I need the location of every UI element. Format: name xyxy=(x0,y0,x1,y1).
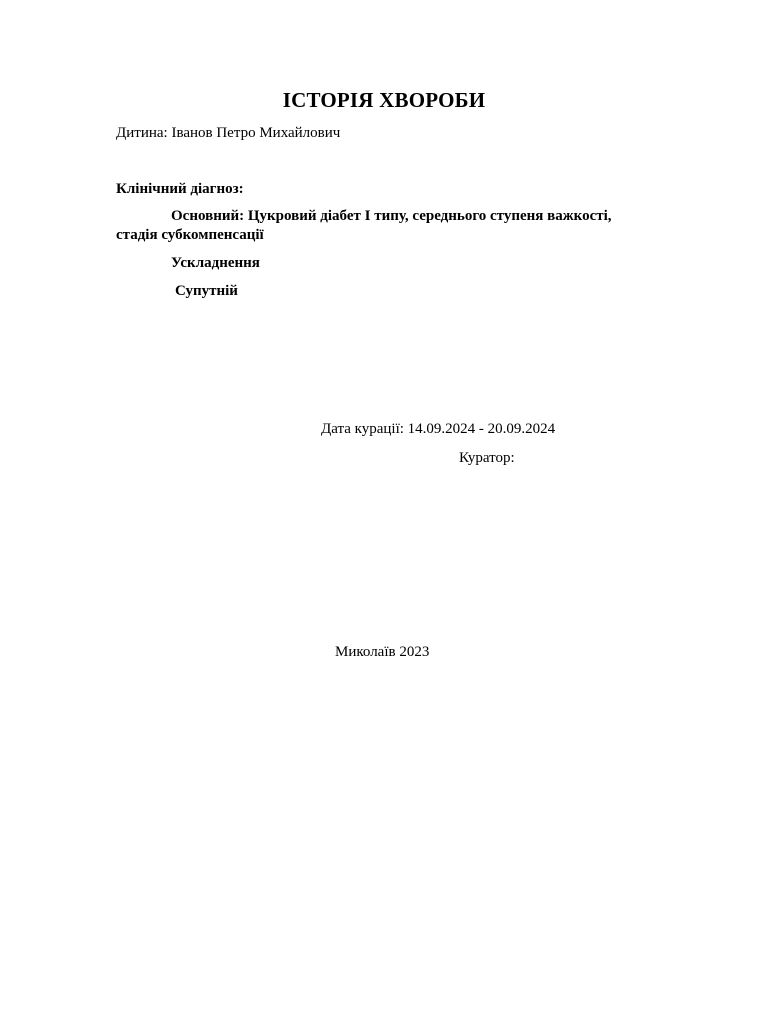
curator-label: Куратор: xyxy=(459,450,515,466)
child-name: Іванов Петро Михайлович xyxy=(171,125,341,141)
diagnosis-heading: Клінічний діагноз: xyxy=(116,181,244,197)
document-title: ІСТОРІЯ ХВОРОБИ xyxy=(282,88,486,112)
curation-dates: 14.09.2024 - 20.09.2024 xyxy=(407,421,556,437)
city-year: Миколаїв 2023 xyxy=(335,644,430,660)
child-label: Дитина: xyxy=(116,125,168,141)
child-line xyxy=(116,124,340,143)
curation-dates-line xyxy=(321,420,555,439)
main-diagnosis: Основний: Цукровий діабет І типу, середнього ступеня важкості, стадія субкомпенсації xyxy=(116,208,612,243)
curation-label: Дата курації: xyxy=(321,421,404,437)
concomitant-label: Супутній xyxy=(175,283,238,299)
complications-label: Ускладнення xyxy=(171,255,260,271)
